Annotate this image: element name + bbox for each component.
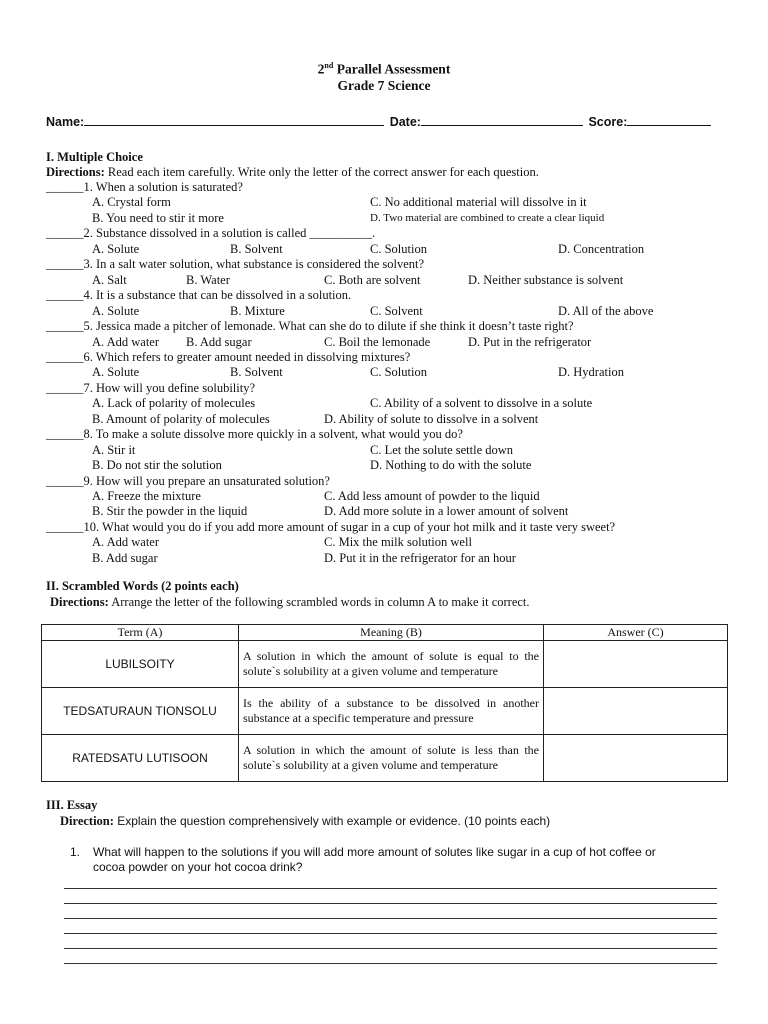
term-cell: RATEDSATU LUTISOON (42, 735, 239, 782)
part3-directions (60, 814, 550, 829)
question-1: ______1. When a solution is saturated? (46, 180, 243, 194)
essay-question-line-2: cocoa powder on your hot cocoa drink? (93, 860, 303, 874)
part1-directions-label: Directions: (46, 165, 105, 179)
answer-cell[interactable] (544, 735, 728, 782)
score-label: Score: (588, 115, 628, 129)
question-2: ______2. Substance dissolved in a solution is called __________. (46, 226, 376, 241)
question-10-option[interactable]: D. Put it in the refrigerator for an hour (324, 550, 516, 565)
question-5: ______5. Jessica made a pitcher of lemonade. What can she do to dilute if she think it doesn’t taste right? (46, 319, 574, 334)
question-2-option[interactable]: C. Solution (370, 241, 427, 256)
title-text: Parallel Assessment (333, 61, 451, 77)
meaning-cell: A solution in which the amount of solute is equal to the solute`s solubility at a given volume and temperature (239, 641, 544, 688)
question-3-option[interactable]: C. Both are solvent (324, 272, 421, 287)
question-7-option[interactable]: D. Ability of solute to dissolve in a solvent (324, 411, 539, 426)
question-3-option[interactable]: B. Water (186, 272, 230, 287)
question-7-option[interactable]: A. Lack of polarity of molecules (92, 396, 256, 411)
score-field[interactable] (627, 113, 711, 126)
column-header-meaning: Meaning (B) (239, 625, 544, 641)
section-essay-heading: III. Essay (46, 798, 98, 812)
question-8-option[interactable]: C. Let the solute settle down (370, 442, 514, 457)
answer-line[interactable] (64, 948, 717, 949)
question-4: ______4. It is a substance that can be dissolved in a solution. (46, 288, 352, 303)
column-header-answer: Answer (C) (544, 625, 728, 641)
question-9-option[interactable]: D. Add more solute in a lower amount of solvent (324, 504, 569, 519)
question-1-option[interactable]: D. Two material are combined to create a clear liquid (370, 211, 605, 224)
question-5-option[interactable]: B. Add sugar (186, 334, 252, 349)
question-9: ______9. How will you prepare an unsaturated solution? (46, 473, 330, 488)
part2-directions-label: Directions: (50, 595, 109, 609)
question-6-option[interactable]: B. Solvent (230, 365, 283, 380)
essay-question-number: 1. (70, 845, 81, 859)
question-6-option[interactable]: A. Solute (92, 365, 140, 380)
question-4-option[interactable]: C. Solvent (370, 303, 423, 318)
table-row (42, 735, 728, 782)
essay-question-line-1: What will happen to the solutions if you will add more amount of solutes like sugar in a cup of hot coffee or (93, 845, 656, 859)
question-9-option[interactable]: A. Freeze the mixture (92, 489, 201, 503)
part1-directions-text: Read each item carefully. Write only the letter of the correct answer for each question. (104, 165, 539, 179)
question-10: ______10. What would you do if you add more amount of sugar in a cup of your hot milk and it taste very sweet? (46, 519, 616, 534)
answer-line[interactable] (64, 918, 717, 919)
title-superscript: nd (324, 61, 334, 70)
part1-directions (46, 165, 539, 180)
question-3: ______3. In a salt water solution, what substance is considered the solvent? (46, 257, 425, 272)
question-3-option[interactable]: A. Salt (92, 272, 127, 287)
question-7: ______7. How will you define solubility? (46, 380, 256, 395)
answer-line[interactable] (64, 963, 717, 964)
name-field[interactable] (84, 113, 384, 126)
page-title (0, 61, 768, 78)
question-8-option[interactable]: A. Stir it (92, 442, 136, 457)
question-8-option[interactable]: D. Nothing to do with the solute (370, 458, 532, 473)
question-7-option[interactable]: B. Amount of polarity of molecules (92, 411, 270, 426)
name-label: Name: (46, 115, 85, 129)
question-5-option[interactable]: C. Boil the lemonade (324, 334, 431, 349)
question-2-option[interactable]: A. Solute (92, 241, 140, 256)
answer-line[interactable] (64, 903, 717, 904)
date-field[interactable] (421, 113, 583, 126)
term-cell: TEDSATURAUN TIONSOLU (42, 688, 239, 735)
answer-cell[interactable] (544, 641, 728, 688)
question-1-option[interactable]: C. No additional material will dissolve in it (370, 195, 587, 210)
page-subtitle: Grade 7 Science (337, 78, 431, 93)
section-multiple-choice-heading: I. Multiple Choice (46, 150, 143, 164)
column-header-term: Term (A) (42, 625, 239, 641)
question-10-option[interactable]: C. Mix the milk solution well (324, 535, 472, 550)
title-number: 2 (317, 61, 325, 77)
table-row (42, 688, 728, 735)
answer-line[interactable] (64, 933, 717, 934)
question-1-option[interactable]: B. You need to stir it more (92, 210, 224, 225)
answer-cell[interactable] (544, 688, 728, 735)
answer-line[interactable] (64, 888, 717, 889)
table-header-row (42, 625, 728, 641)
question-9-option[interactable]: B. Stir the powder in the liquid (92, 504, 248, 519)
table-row (42, 641, 728, 688)
question-6-option[interactable]: C. Solution (370, 365, 427, 380)
student-info-row (46, 113, 726, 129)
date-label: Date: (389, 115, 421, 129)
question-4-option[interactable]: B. Mixture (230, 303, 285, 318)
question-9-option[interactable]: C. Add less amount of powder to the liquid (324, 489, 540, 503)
question-8: ______8. To make a solute dissolve more quickly in a solvent, what would you do? (46, 427, 463, 442)
scrambled-words-table (41, 624, 728, 782)
question-1-option[interactable]: A. Crystal form (92, 195, 171, 210)
question-6: ______6. Which refers to greater amount needed in dissolving mixtures? (46, 349, 411, 364)
part2-directions (50, 595, 530, 610)
question-10-option[interactable]: A. Add water (92, 535, 159, 550)
question-3-option[interactable]: D. Neither substance is solvent (468, 272, 624, 287)
question-4-option[interactable]: D. All of the above (558, 303, 654, 318)
question-2-option[interactable]: B. Solvent (230, 241, 283, 256)
meaning-cell: A solution in which the amount of solute is less than the solute`s solubility at a given volume and temperature (239, 735, 544, 782)
part3-directions-text: Explain the question comprehensively with example or evidence. (10 points each) (113, 814, 551, 828)
question-5-option[interactable]: A. Add water (92, 334, 159, 349)
question-7-option[interactable]: C. Ability of a solvent to dissolve in a solute (370, 396, 593, 411)
question-10-option[interactable]: B. Add sugar (92, 550, 158, 565)
question-5-option[interactable]: D. Put in the refrigerator (468, 334, 592, 349)
question-2-option[interactable]: D. Concentration (558, 241, 645, 256)
term-cell: LUBILSOITY (42, 641, 239, 688)
part3-directions-label: Direction: (60, 814, 114, 828)
question-4-option[interactable]: A. Solute (92, 303, 140, 318)
part2-directions-text: Arrange the letter of the following scrambled words in column A to make it correct. (108, 595, 530, 609)
question-8-option[interactable]: B. Do not stir the solution (92, 458, 222, 473)
question-6-option[interactable]: D. Hydration (558, 365, 624, 380)
section-scrambled-heading: II. Scrambled Words (2 points each) (46, 579, 239, 593)
meaning-cell: Is the ability of a substance to be dissolved in another substance at a specific temperature and pressure (239, 688, 544, 735)
